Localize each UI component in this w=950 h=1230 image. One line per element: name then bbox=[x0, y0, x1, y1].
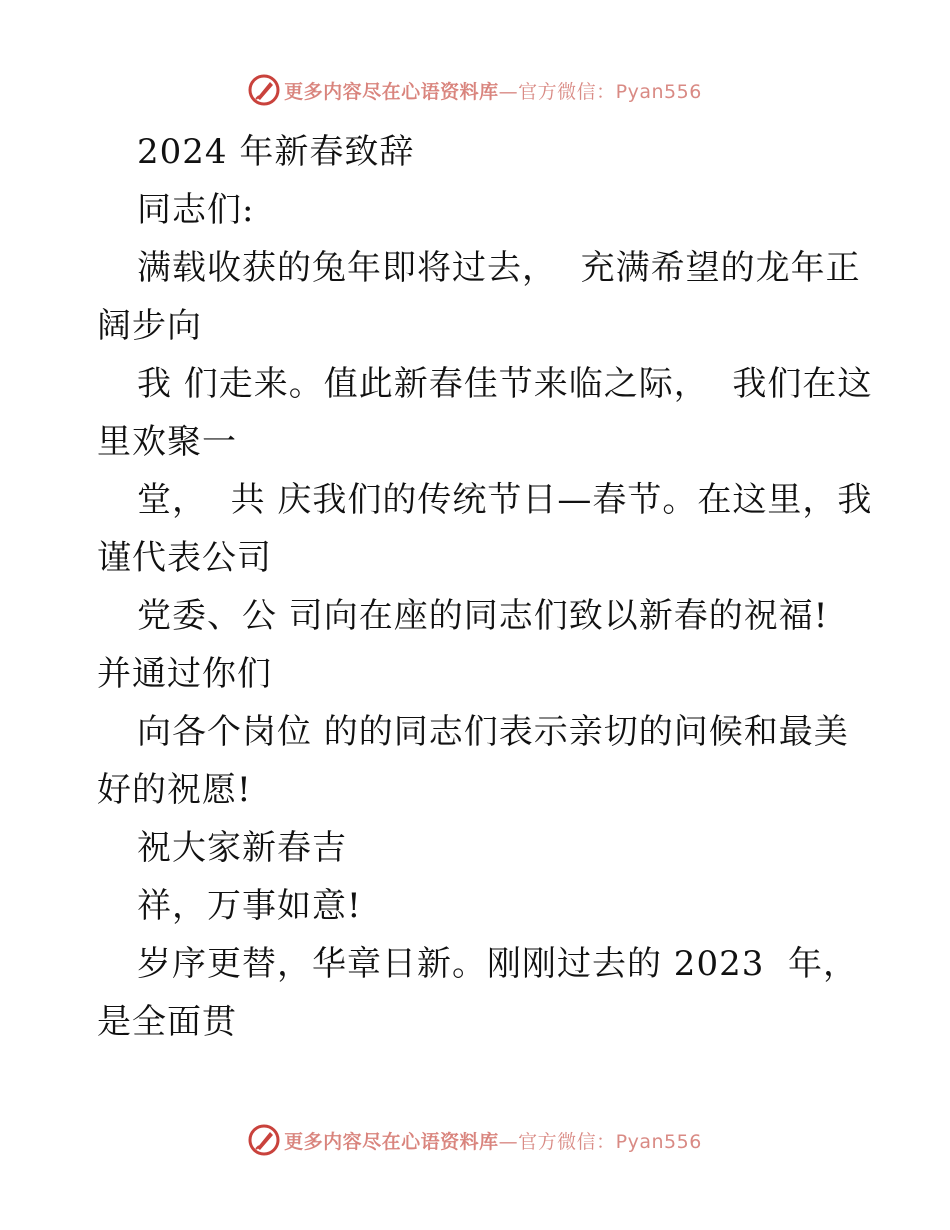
banner-text bbox=[284, 1127, 702, 1154]
paragraph-line: 并通过你们 bbox=[97, 654, 272, 694]
banner-text-bold: 更多内容尽在心语资料库 bbox=[284, 1130, 499, 1153]
banner-text-rest: —官方微信：Pyan556 bbox=[498, 1130, 702, 1153]
paragraph-line: 党委、公 司向在座的同志们致以新春的祝福! bbox=[137, 596, 829, 636]
banner-text-bold: 更多内容尽在心语资料库 bbox=[284, 80, 499, 103]
document-body bbox=[97, 123, 873, 1051]
paragraph-line: 我 们走来。值此新春佳节来临之际， 我们在这 bbox=[137, 364, 873, 404]
header-banner bbox=[0, 72, 950, 108]
banner-text bbox=[284, 77, 702, 104]
paragraph-line: 是全面贯 bbox=[97, 1002, 237, 1042]
paragraph-line: 阔步向 bbox=[97, 306, 202, 346]
paragraph-line: 祥，万事如意! bbox=[137, 886, 362, 926]
paragraph-line: 岁序更替，华章日新。刚刚过去的 2023 年， bbox=[137, 944, 858, 984]
paragraph-line: 祝大家新春吉 bbox=[137, 828, 347, 868]
paragraph-line: 好的祝愿! bbox=[97, 770, 252, 810]
paragraph-line: 堂， 共 庆我们的传统节日—春节。在这里，我 bbox=[137, 480, 873, 520]
banner-text-rest: —官方微信：Pyan556 bbox=[498, 80, 702, 103]
paragraph-line: 谨代表公司 bbox=[97, 538, 272, 578]
quill-logo-icon bbox=[248, 74, 280, 106]
quill-logo-icon bbox=[248, 1124, 280, 1156]
footer-banner bbox=[0, 1122, 950, 1158]
paragraph-line: 满载收获的兔年即将过去， 充满希望的龙年正 bbox=[137, 248, 861, 288]
paragraph-line: 里欢聚一 bbox=[97, 422, 237, 462]
document-title: 2024 年新春致辞 bbox=[137, 132, 415, 172]
salutation: 同志们: bbox=[137, 190, 255, 230]
paragraph-line: 向各个岗位 的的同志们表示亲切的问候和最美 bbox=[137, 712, 849, 752]
